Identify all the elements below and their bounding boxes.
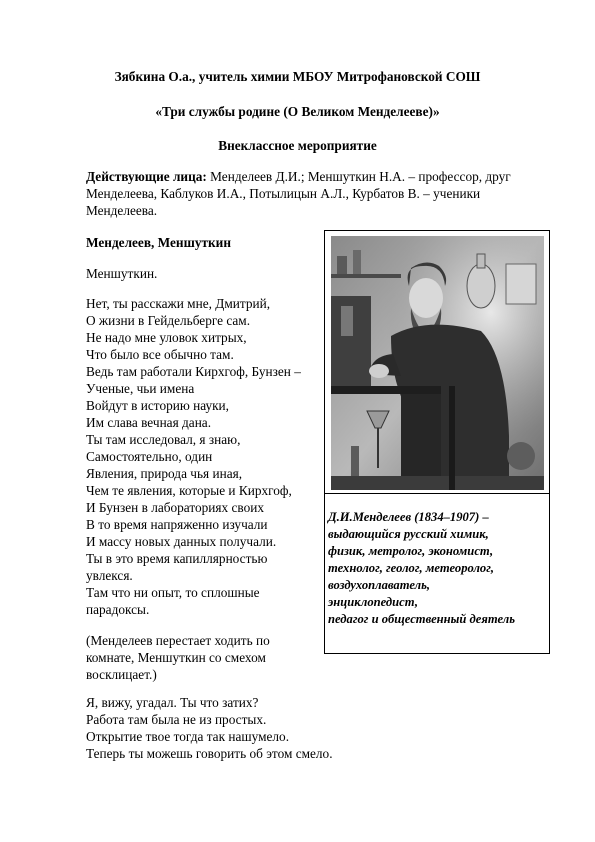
cast-paragraph	[86, 168, 516, 219]
verse-line: Ты там исследовал, я знаю,	[86, 432, 241, 447]
verse-line: Что было все обычно там.	[86, 347, 234, 362]
cast-label: Действующие лица:	[86, 169, 207, 184]
cast-text: Менделеев Д.И.; Меншуткин Н.А. – профессор, друг Менделеева, Каблуков И.А., Потылицын А.Л., Курбатов В. – ученики Менделеева.	[86, 169, 511, 218]
verse-line: Не надо мне уловок хитрых,	[86, 330, 247, 345]
caption-line: воздухоплаватель,	[328, 578, 430, 592]
document-title: «Три службы родине (О Великом Менделееве)»	[155, 104, 440, 119]
verse-line: Я, вижу, угадал. Ты что затих?	[86, 695, 259, 710]
verse-line: Самостоятельно, один	[86, 449, 213, 464]
verse-line: увлекся.	[86, 568, 133, 583]
caption-line: Д.И.Менделеев (1834–1907) –	[328, 510, 489, 524]
verse-line: В то время напряженно изучали	[86, 517, 268, 532]
verse-line: Нет, ты расскажи мне, Дмитрий,	[86, 296, 271, 311]
verse-line: Открытие твое тогда так нашумело.	[86, 729, 290, 744]
scene-heading: Менделеев, Меншуткин	[86, 235, 231, 250]
verse-line: О жизни в Гейдельберге сам.	[86, 313, 251, 328]
portrait-caption	[328, 509, 550, 628]
portrait-frame	[324, 230, 550, 494]
speaker-name: Меншуткин.	[86, 266, 158, 281]
document-subtitle: Внеклассное мероприятие	[218, 138, 377, 153]
verse-line: Им слава вечная дана.	[86, 415, 212, 430]
verse-line: Ведь там работали Кирхгоф, Бунзен –	[86, 364, 301, 379]
verse-line: Теперь ты можешь говорить об этом смело.	[86, 746, 333, 761]
verse-block	[86, 295, 318, 618]
verse-line: И Бунзен в лабораториях своих	[86, 500, 264, 515]
caption-line: педагог и общественный деятель	[328, 612, 515, 626]
verse-line: И массу новых данных получали.	[86, 534, 277, 549]
verse-line: Ты в это время капиллярностью	[86, 551, 268, 566]
verse-line: Работа там была не из простых.	[86, 712, 267, 727]
verse-line: Там что ни опыт, то сплошные	[86, 585, 260, 600]
author-line: Зябкина О.а., учитель химии МБОУ Митрофановской СОШ	[114, 69, 481, 84]
caption-line: энциклопедист,	[328, 595, 419, 609]
caption-line: физик, метролог, экономист,	[328, 544, 494, 558]
portrait-photo	[331, 236, 544, 490]
verse-line: парадоксы.	[86, 602, 150, 617]
verse-line: Ученые, чьи имена	[86, 381, 195, 396]
verse-block-2	[86, 694, 376, 762]
verse-line: Явления, природа чья иная,	[86, 466, 243, 481]
verse-line: Войдут в историю науки,	[86, 398, 229, 413]
caption-line: технолог, геолог, метеоролог,	[328, 561, 495, 575]
caption-line: выдающийся русский химик,	[328, 527, 489, 541]
caption-frame	[324, 494, 550, 654]
stage-direction: (Менделеев перестает ходить по комнате, Меншуткин со смехом восклицает.)	[86, 633, 270, 682]
verse-line: Чем те явления, которые и Кирхгоф,	[86, 483, 292, 498]
